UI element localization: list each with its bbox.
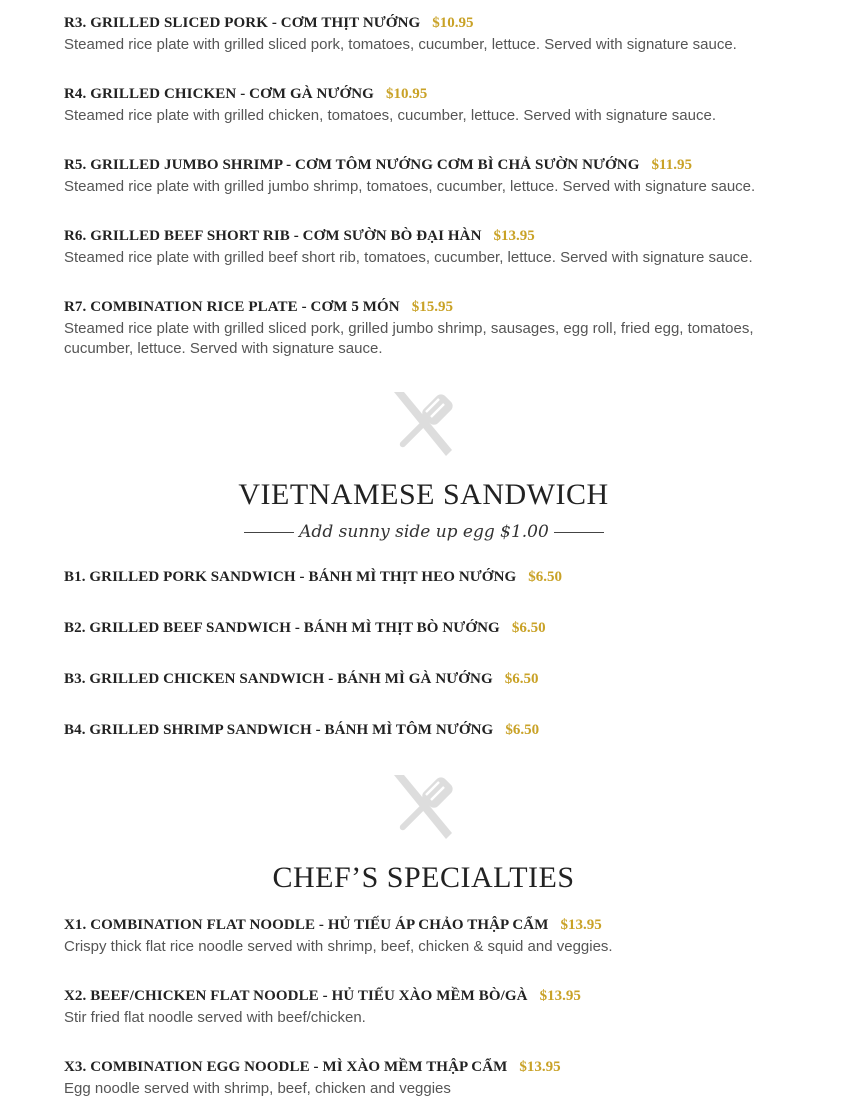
item-name: B3. GRILLED CHICKEN SANDWICH - BÁNH MÌ GÀ NƯỚNG [64,671,493,687]
menu-item-r4 [64,86,791,126]
item-description: Steamed rice plate with grilled jumbo shrimp, tomatoes, cucumber, lettuce. Served with signature sauce. [64,178,756,195]
divider [244,532,294,533]
menu-item-b1 [64,569,791,586]
menu-item-r7 [64,299,791,359]
item-name: R6. GRILLED BEEF SHORT RIB - CƠM SƯỜN BÒ ĐẠI HÀN [64,228,482,244]
divider [554,532,604,533]
item-price: $13.95 [519,1059,561,1075]
menu-item-x1 [64,917,791,957]
fork-knife-icon [388,773,460,839]
item-price: $13.95 [560,917,602,933]
subtitle-text: Add sunny side up egg $1.00 [299,522,549,542]
section-title-sandwich: VIETNAMESE SANDWICH [238,478,609,511]
menu-item-x3 [64,1059,791,1099]
item-name: X3. COMBINATION EGG NOODLE - MÌ XÀO MỀM THẬP CẨM [64,1059,508,1075]
menu-item-x2 [64,988,791,1028]
item-price: $6.50 [504,671,539,687]
menu-item-b3 [64,671,791,688]
item-description: Steamed rice plate with grilled beef short rib, tomatoes, cucumber, lettuce. Served with signature sauce. [64,249,753,266]
menu-item-r5 [64,157,791,197]
item-price: $13.95 [493,228,535,244]
menu-item-r3 [64,15,791,55]
item-description: Steamed rice plate with grilled sliced pork, grilled jumbo shrimp, sausages, egg roll, fried egg, tomatoes, cucumber, lettuce. Served with signature sauce. [64,320,754,357]
item-price: $13.95 [539,988,581,1004]
item-name: R5. GRILLED JUMBO SHRIMP - CƠM TÔM NƯỚNG CƠM BÌ CHẢ SƯỜN NƯỚNG [64,157,640,173]
item-description: Egg noodle served with shrimp, beef, chicken and veggies [64,1080,451,1097]
fork-knife-icon [388,390,460,456]
item-name: B1. GRILLED PORK SANDWICH - BÁNH MÌ THỊT HEO NƯỚNG [64,569,517,585]
menu-item-b4 [64,722,791,739]
item-name: B2. GRILLED BEEF SANDWICH - BÁNH MÌ THỊT BÒ NƯỚNG [64,620,500,636]
item-price: $6.50 [528,569,563,585]
item-description: Crispy thick flat rice noodle served with shrimp, beef, chicken & squid and veggies. [64,938,613,955]
item-name: R3. GRILLED SLICED PORK - CƠM THỊT NƯỚNG [64,15,421,31]
item-price: $15.95 [411,299,453,315]
item-price: $6.50 [505,722,540,738]
item-name: X2. BEEF/CHICKEN FLAT NOODLE - HỦ TIẾU XÀO MỀM BÒ/GÀ [64,988,528,1004]
menu-item-r6 [64,228,791,268]
item-name: X1. COMBINATION FLAT NOODLE - HỦ TIẾU ÁP CHẢO THẬP CẨM [64,917,549,933]
section-subtitle [244,522,604,542]
item-price: $11.95 [651,157,692,173]
section-title-specialties: CHEF’S SPECIALTIES [272,861,575,894]
item-name: R7. COMBINATION RICE PLATE - CƠM 5 MÓN [64,299,400,315]
item-description: Steamed rice plate with grilled sliced pork, tomatoes, cucumber, lettuce. Served with signature sauce. [64,36,737,53]
item-name: B4. GRILLED SHRIMP SANDWICH - BÁNH MÌ TÔM NƯỚNG [64,722,494,738]
item-name: R4. GRILLED CHICKEN - CƠM GÀ NƯỚNG [64,86,374,102]
item-price: $10.95 [385,86,428,102]
item-price: $10.95 [432,15,474,31]
menu-item-b2 [64,620,791,637]
item-price: $6.50 [511,620,546,636]
item-description: Stir fried flat noodle served with beef/chicken. [64,1009,366,1026]
item-description: Steamed rice plate with grilled chicken, tomatoes, cucumber, lettuce. Served with signature sauce. [64,107,716,124]
